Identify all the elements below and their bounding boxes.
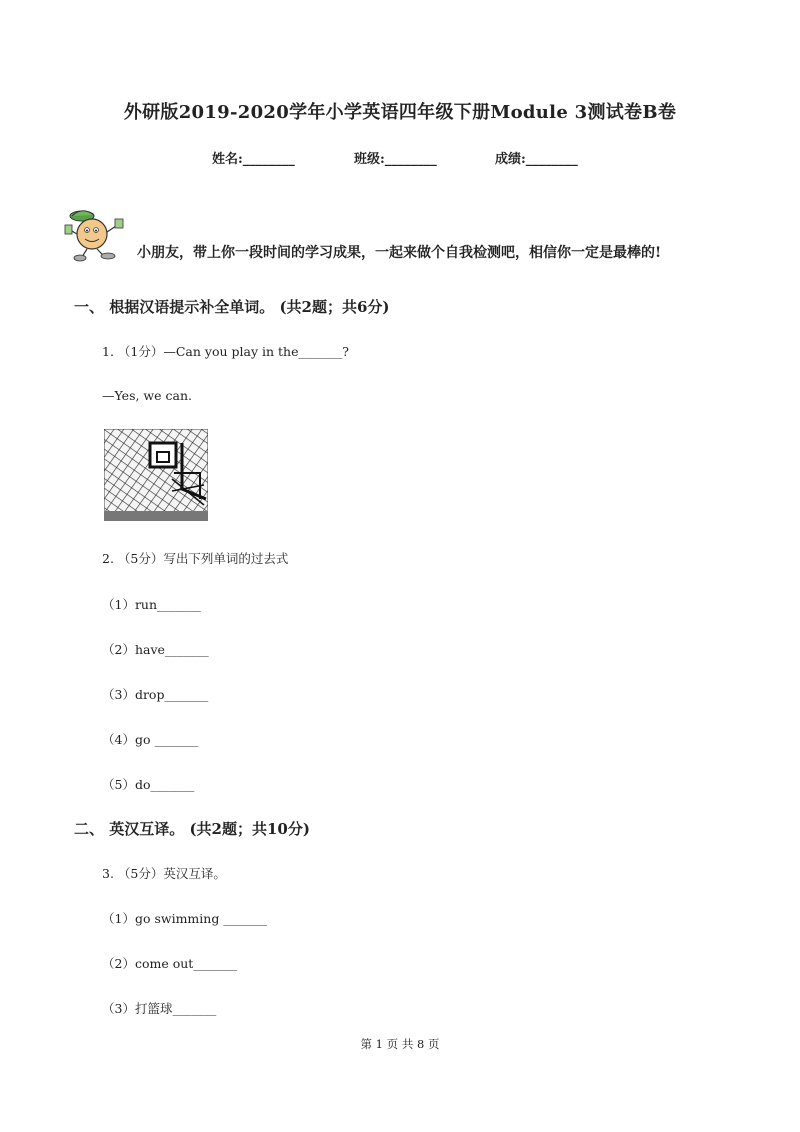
name-field: 姓名:________ (212, 152, 295, 167)
question-2-item: （4）go _______ (102, 732, 199, 747)
question-3-item: （3）打篮球_______ (102, 1001, 217, 1016)
section-1-heading: 一、 根据汉语提示补全单词。 (共2题；共6分) (74, 298, 390, 316)
mascot-icon (64, 206, 132, 262)
question-3-item: （1）go swimming _______ (102, 911, 268, 926)
question-2-item: （2）have_______ (102, 642, 209, 657)
class-field: 班级:________ (354, 152, 437, 167)
question-2: 2. （5分）写出下列单词的过去式 (102, 551, 289, 566)
section-2-heading: 二、 英汉互译。 (共2题；共10分) (74, 820, 310, 838)
question-3-item: （2）come out_______ (102, 956, 238, 971)
page-footer: 第 1 页 共 8 页 (360, 1037, 440, 1051)
document-title: 外研版2019-2020学年小学英语四年级下册Module 3测试卷B卷 (123, 102, 677, 123)
question-3: 3. （5分）英汉互译。 (102, 866, 226, 881)
score-field: 成绩:________ (495, 152, 578, 167)
intro-text: 小朋友，带上你一段时间的学习成果，一起来做个自我检测吧，相信你一定是最棒的! (137, 245, 662, 261)
question-1: 1. （1分）—Can you play in the_______? (102, 344, 349, 359)
question-1-answer-line: —Yes, we can. (102, 388, 192, 403)
question-2-item: （1）run_______ (102, 597, 201, 612)
question-2-item: （3）drop_______ (102, 687, 209, 702)
basketball-court-image (104, 429, 208, 521)
question-2-item: （5）do_______ (102, 777, 195, 792)
